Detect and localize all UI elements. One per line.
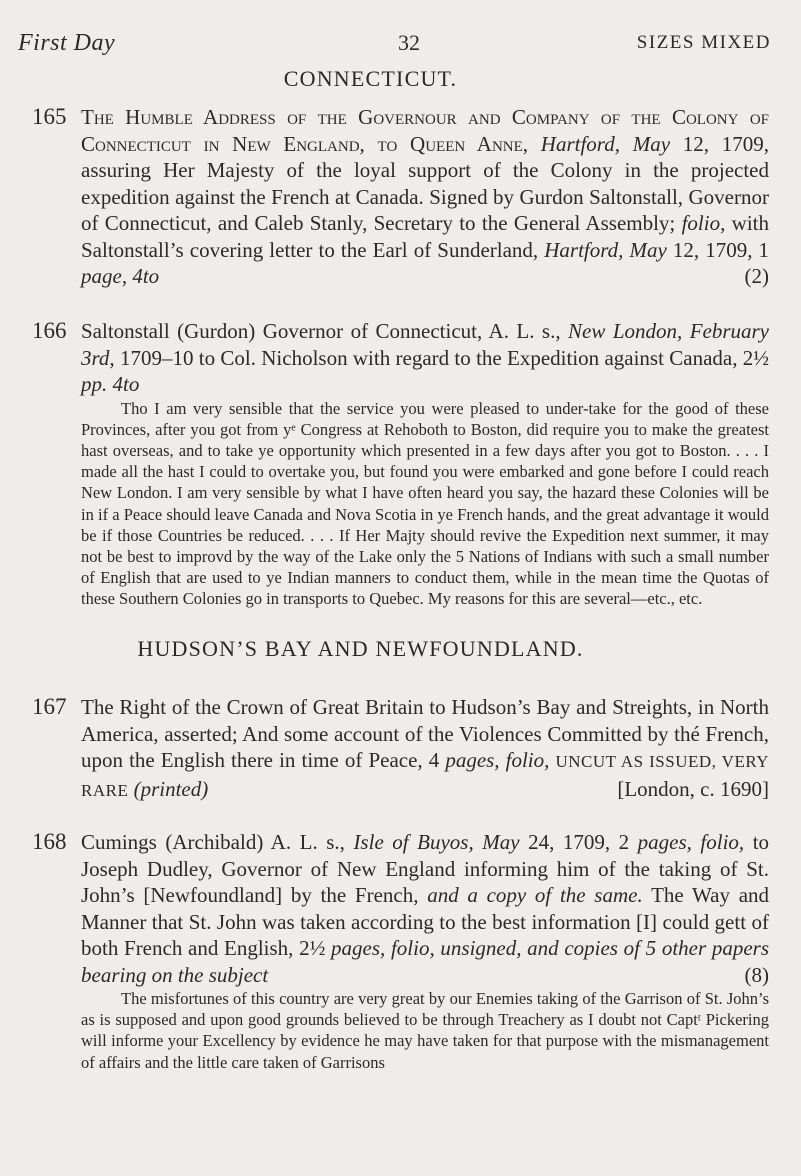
- page-number: 32: [398, 30, 420, 55]
- lot-title: Saltonstall (Gurdon) Governor of Connecticut, A. L. s.,: [81, 319, 561, 343]
- format: page, 4to: [81, 264, 160, 288]
- lot-text-part: with Saltonstall’s covering letter to the Earl of Sunderland,: [81, 211, 770, 262]
- lot-number: 166: [32, 318, 67, 343]
- place-date: Hartford, May: [540, 131, 671, 156]
- lot-quantity: (8): [744, 962, 769, 987]
- condition-note: UNCUT AS ISSUED, VERY RARE: [81, 752, 770, 800]
- format: folio,: [681, 211, 726, 235]
- lot-text-part: to Joseph Dudley, Governor of New England informing him of the taking of St. John’s [Newfoundland] by the French,: [81, 830, 770, 907]
- printed-note: (printed): [133, 776, 209, 801]
- place-date: New London, February 3rd,: [81, 319, 770, 370]
- lot-text-part: The Way and Manner that St. John was taken according to the best information [I] could gett of both French and English, 2½: [81, 883, 770, 960]
- format: pages, folio,: [637, 830, 745, 854]
- lot-title: The Right of the Crown of Great Britain to Hudson’s Bay and Streights, in North America, asserted; And some account of the Violences Committed by thé French, upon the English there in time of Peace, 4: [81, 695, 769, 772]
- lot-number: 167: [32, 694, 67, 719]
- section-title-connecticut: CONNECTICUT.: [283, 66, 458, 91]
- lot-title: The Humble Address of the Governour and Company of the Colony of Connecticut in New England, to Queen Anne,: [81, 105, 769, 156]
- lot-description: [81, 694, 769, 804]
- lot-description: [81, 829, 769, 1073]
- imprint: [London, c. 1690]: [617, 776, 769, 801]
- running-head-right: SIZES MIXED: [636, 32, 771, 53]
- format: pages, folio,: [445, 748, 550, 772]
- letter-quotation: The misfortunes of this country are very great by our Enemies taking of the Garrison of St. John’s as is supposed and upon good grounds believed to be through Treachery as I doubt not Captᵗ Pickering will informe your Excellency by evidence he may have taken for that purpose with the mismanagement of affairs and the little care taken of Garrisons: [81, 989, 769, 1072]
- lot-text-part: 1709–10 to Col. Nicholson with regard to the Expedition against Canada, 2½: [119, 345, 769, 370]
- section-title-hudsons-bay: HUDSON’S BAY AND NEWFOUNDLAND.: [137, 636, 584, 661]
- running-head-left: First Day: [18, 30, 116, 56]
- lot-quantity: (2): [744, 264, 769, 288]
- format: pp. 4to: [81, 372, 140, 396]
- lot-text-part: 12, 1709, assuring Her Majesty of the loyal support of the Colony in the projected expedition against the French at Canada. Signed by Gurdon Saltonstall, Governor of Connecticut, and Caleb Stanly, Secretary to the General Assembly;: [81, 131, 770, 235]
- lot-text-part: 12, 1709, 1: [672, 237, 770, 262]
- running-head: [18, 30, 771, 60]
- format: pages, folio, unsigned, and copies of 5 other papers bearing on the subject: [81, 936, 770, 987]
- copy-note: and a copy of the same.: [427, 883, 643, 907]
- letter-quotation: Tho I am very sensible that the service you were pleased to under-take for the good of these Provinces, after you got from yᵉ Congress at Rehoboth to Boston, did require you to make the greatest hast overseas, and to take ye opportunity which presented in a few days after you got to Boston. . . . I made all the hast I could to overtake you, but found you were embarked and gone before I could reach New London. I am very sensible by what I have often heard you say, the hazard these Colonies will be in if a Peace should leave Canada and Nova Scotia in ye French hands, and the great advantage it would be if those Countries be reduced. . . . If Her Majty should revive the Expedition next summer, it may not be best to improvd by the way of the Lake only the 5 Nations of Indians with such a small number of English that are used to ye Indian manners to conduct them, while in the mean time the Quotas of these Southern Colonies go in transports to Quebec. My reasons for this are several—etc., etc.: [81, 398, 769, 609]
- place-date: Hartford, May: [544, 237, 667, 262]
- place-date: Isle of Buyos, May: [353, 830, 520, 854]
- lot-description: [81, 318, 769, 610]
- lot-number: 165: [32, 104, 67, 129]
- lot-number: 168: [32, 829, 67, 854]
- lot-description: [81, 104, 769, 290]
- lot-title: Cumings (Archibald) A. L. s.,: [81, 830, 345, 854]
- lot-text-part: 24, 1709, 2: [528, 830, 630, 854]
